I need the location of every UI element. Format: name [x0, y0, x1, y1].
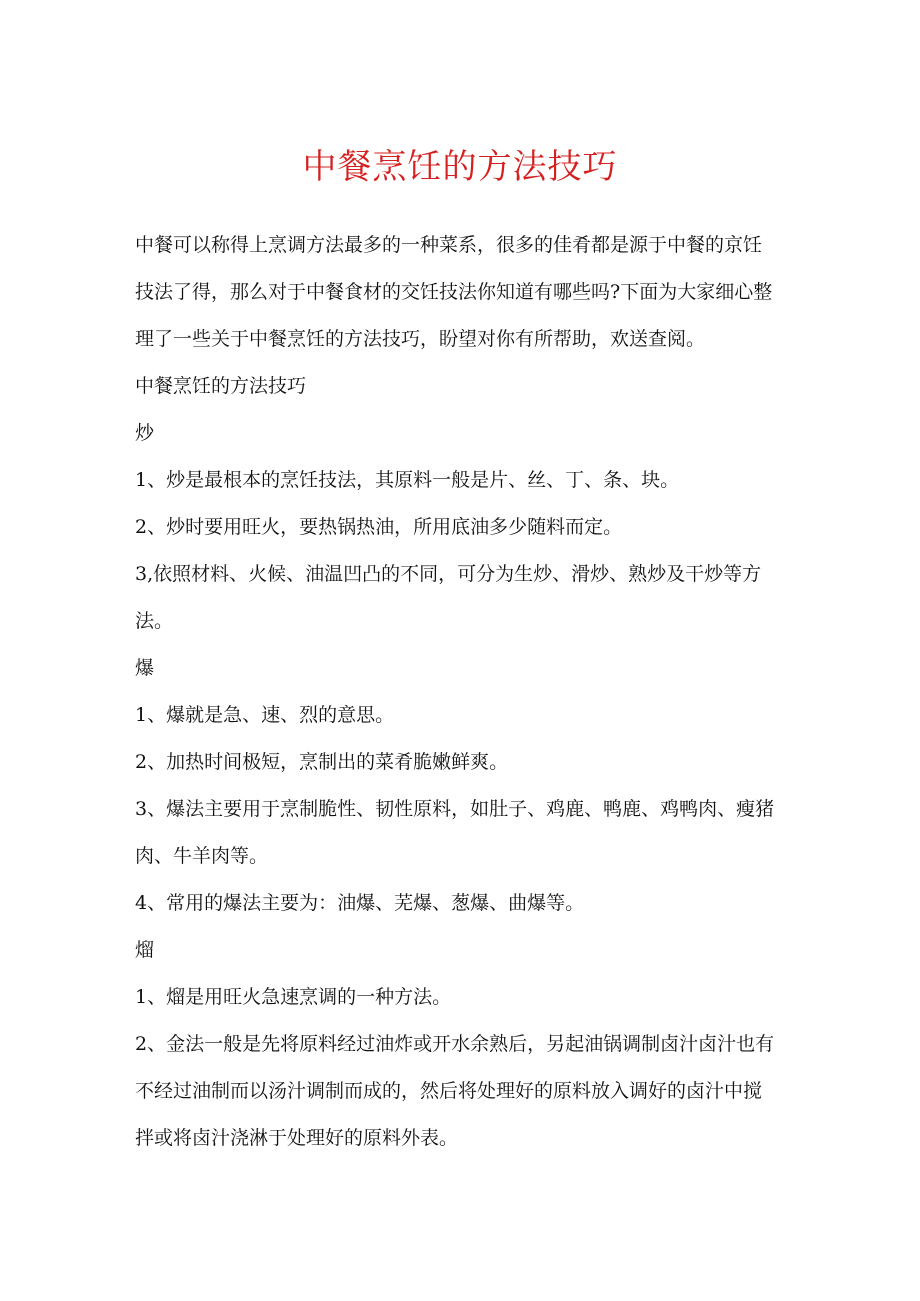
- quick-fry-item-1: 1、爆就是急、速、烈的意思。: [135, 704, 395, 726]
- section-heading: 中餐烹饪的方法技巧: [135, 375, 307, 397]
- document-title: 中餐烹饪的方法技巧: [302, 147, 618, 187]
- subheading-stir-fry: 炒: [135, 422, 155, 444]
- sauteing-item-1: 1、熘是用旺火急速烹调的一种方法。: [135, 986, 452, 1008]
- quick-fry-item-4: 4、常用的爆法主要为：油爆、芜爆、葱爆、曲爆等。: [135, 892, 585, 914]
- quick-fry-item-3: 3、爆法主要用于烹制脆性、韧性原料，如肚子、鸡鹿、鸭鹿、鸡鸭肉、瘦猪肉、牛羊肉等。: [135, 798, 775, 867]
- stir-fry-item-2: 2、炒时要用旺火，要热锅热油，所用底油多少随料而定。: [135, 516, 623, 538]
- stir-fry-item-3: 3,依照材料、火候、油温凹凸的不同，可分为生炒、滑炒、熟炒及干炒等方法。: [135, 563, 762, 632]
- subheading-sauteing: 熘: [135, 939, 155, 961]
- document-body: [135, 222, 780, 1162]
- quick-fry-item-2: 2、加热时间极短，烹制出的菜肴脆嫩鲜爽。: [135, 751, 509, 773]
- sauteing-item-2: 2、金法一般是先将原料经过油炸或开水余熟后，另起油锅调制卤汁卤汁也有不经过油制而以汤汁调制而成的，然后将处理好的原料放入调好的卤汁中搅拌或将卤汁浇淋于处理好的原料外表。: [135, 1033, 775, 1149]
- intro-paragraph: 中餐可以称得上烹调方法最多的一种菜系，很多的佳肴都是源于中餐的京饪技法了得，那么对于中餐食材的交饪技法你知道有哪些吗?下面为大家细心整理了一些关于中餐烹饪的方法技巧，盼望对你有所帮助，欢送查阅。: [135, 234, 773, 350]
- subheading-quick-fry: 爆: [135, 657, 155, 679]
- stir-fry-item-1: 1、炒是最根本的烹饪技法，其原料一般是片、丝、丁、条、块。: [135, 469, 680, 491]
